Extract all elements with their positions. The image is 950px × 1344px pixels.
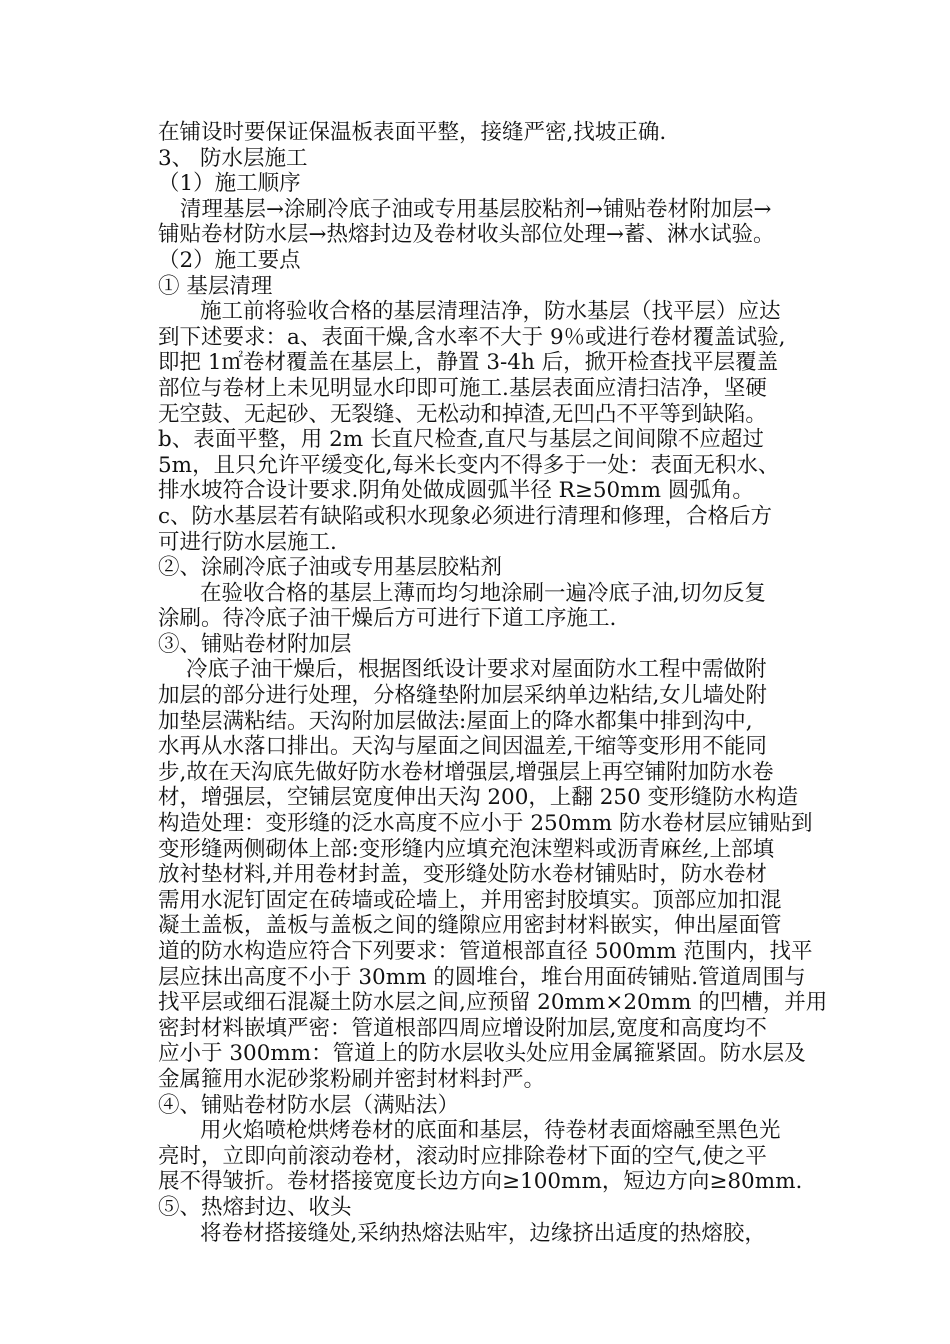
text-line: ③、铺贴卷材附加层 <box>158 631 352 657</box>
text-line: ②、涂刷冷底子油或专用基层胶粘剂 <box>158 555 503 581</box>
text-line: 步,故在天沟底先做好防水卷材增强层,增强层上再空铺附加防水卷 <box>158 759 774 785</box>
text-line: 即把 1㎡卷材覆盖在基层上，静置 3-4h 后，掀开检查找平层覆盖 <box>158 350 779 376</box>
text-line: 道的防水构造应符合下列要求：管道根部直径 500mm 范围内，找平 <box>158 939 813 964</box>
text-line: 可进行防水层施工. <box>158 529 337 555</box>
text-line: 应小于 300mm：管道上的防水层收头处应用金属箍紧固。防水层及 <box>158 1041 806 1067</box>
text-line: 部位与卷材上未见明显水印即可施工.基层表面应清扫洁净，坚硬 <box>158 375 767 401</box>
text-line: 施工前将验收合格的基层清理洁净，防水基层（找平层）应达 <box>200 299 781 325</box>
text-line: 3、 防水层施工 <box>158 145 308 171</box>
text-line: 凝土盖板，盖板与盖板之间的缝隙应用密封材料嵌实，伸出屋面管 <box>158 913 782 939</box>
text-line: 金属箍用水泥砂浆粉刷并密封材料封严。 <box>158 1066 546 1092</box>
text-line: 加层的部分进行处理，分格缝垫附加层采纳单边粘结,女儿墙处附 <box>158 683 767 709</box>
text-line: 冷底子油干燥后，根据图纸设计要求对屋面防水工程中需做附 <box>186 657 767 683</box>
text-line: ⑤、热熔封边、收头 <box>158 1194 352 1220</box>
text-line: 加垫层满粘结。天沟附加层做法:屋面上的降水都集中排到沟中, <box>158 708 753 734</box>
text-line: b、表面平整，用 2m 长直尺检查,直尺与基层之间间隙不应超过 <box>158 427 764 453</box>
text-line: 亮时，立即向前滚动卷材，滚动时应排除卷材下面的空气,使之平 <box>158 1143 767 1169</box>
text-line: 5m，且只允许平缓变化,每米长变内不得多于一处：表面无积水、 <box>158 452 780 478</box>
text-line: 层应抹出高度不小于 30mm 的圆堆台，堆台用面砖铺贴.管道周围与 <box>158 964 806 990</box>
text-line: 在验收合格的基层上薄而均匀地涂刷一遍冷底子油,切勿反复 <box>200 580 766 606</box>
document-body <box>158 120 828 1246</box>
text-line: 清理基层→涂刷冷底子油或专用基层胶粘剂→铺贴卷材附加层→ <box>180 196 772 222</box>
text-line: 在铺设时要保证保温板表面平整，接缝严密,找坡正确. <box>158 120 667 145</box>
text-line: c、防水基层若有缺陷或积水现象必须进行清理和修理，合格后方 <box>158 503 773 529</box>
text-line: （1）施工顺序 <box>158 171 301 197</box>
text-line: 放衬垫材料,并用卷材封盖，变形缝处防水卷材铺贴时，防水卷材 <box>158 862 767 888</box>
text-line: 需用水泥钉固定在砖墙或砼墙上，并用密封胶填实。顶部应加扣混 <box>158 887 782 913</box>
text-line: （2）施工要点 <box>158 247 301 273</box>
text-line: 排水坡符合设计要求.阴角处做成圆弧半径 R≥50mm 圆弧角。 <box>158 478 754 504</box>
text-line: 变形缝两侧砌体上部:变形缝内应填充泡沫塑料或沥青麻丝,上部填 <box>158 836 775 862</box>
text-line: 到下述要求：a、表面干燥,含水率不大于 9％或进行卷材覆盖试验, <box>158 324 786 350</box>
text-line: 构造处理：变形缝的泛水高度不应小于 250mm 防水卷材层应铺贴到 <box>158 811 813 837</box>
text-line: 无空鼓、无起砂、无裂缝、无松动和掉渣,无凹凸不平等到缺陷。 <box>158 401 767 427</box>
text-line: ① 基层清理 <box>158 273 273 299</box>
text-line: 密封材料嵌填严密：管道根部四周应增设附加层,宽度和高度均不 <box>158 1015 767 1041</box>
text-line: 水再从水落口排出。天沟与屋面之间因温差,干缩等变形用不能同 <box>158 734 767 760</box>
text-line: 找平层或细石混凝土防水层之间,应预留 20mm×20mm 的凹槽，并用 <box>158 990 828 1016</box>
text-line: ④、铺贴卷材防水层（满贴法） <box>158 1092 460 1118</box>
text-line: 将卷材搭接缝处,采纳热熔法贴牢，边缘挤出适度的热熔胶， <box>200 1220 766 1246</box>
text-line: 涂刷。待冷底子油干燥后方可进行下道工序施工. <box>158 606 617 632</box>
text-line: 用火焰喷枪烘烤卷材的底面和基层，待卷材表面熔融至黑色光 <box>200 1118 781 1144</box>
text-line: 材，增强层，空铺层宽度伸出天沟 200，上翻 250 变形缝防水构造 <box>158 785 799 811</box>
text-line: 铺贴卷材防水层→热熔封边及卷材收头部位处理→蓄、淋水试验。 <box>158 222 775 248</box>
text-line: 展不得皱折。卷材搭接宽度长边方向≥100mm，短边方向≥80mm. <box>158 1169 803 1195</box>
